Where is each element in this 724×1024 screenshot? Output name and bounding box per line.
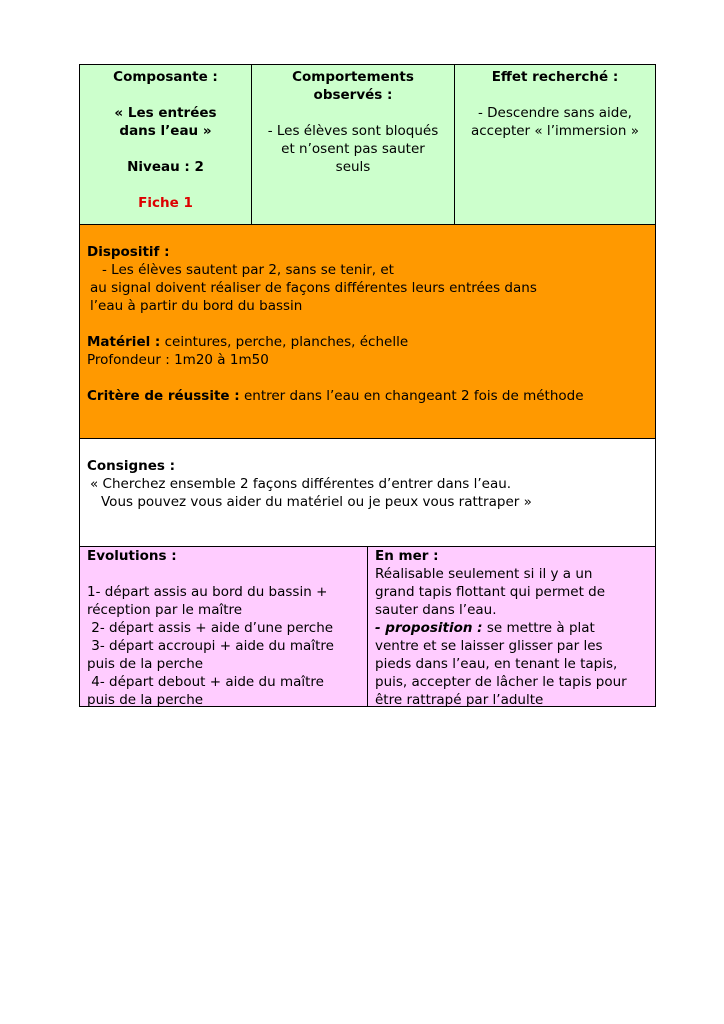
comportements-heading-line1: Comportements [292, 69, 414, 85]
materiel-label: Matériel : [87, 334, 161, 350]
evolution-item-4-line2: puis de la perche [87, 692, 204, 708]
critere-value: entrer dans l’eau en changeant 2 fois de méthode [239, 388, 584, 404]
comportements-text-line1: - Les élèves sont bloqués [267, 123, 439, 139]
evolution-item-1-line2: réception par le maître [87, 602, 243, 618]
en-mer-label: En mer : [375, 548, 439, 564]
en-mer-line1: Réalisable seulement si il y a un [375, 566, 593, 582]
evolutions-row [79, 547, 656, 707]
en-mer-line4-rest: se mettre à plat [482, 620, 595, 636]
en-mer-line2: grand tapis flottant qui permet de [375, 584, 606, 600]
en-mer-line7: puis, accepter de lâcher le tapis pour [375, 674, 627, 690]
evolution-item-3-line1: 3- départ accroupi + aide du maître [87, 638, 334, 654]
proposition-label: - proposition : [375, 620, 483, 636]
consignes-section [79, 439, 656, 547]
en-mer-line4 [375, 619, 649, 637]
sheet-label: Fiche 1 [138, 195, 193, 211]
composante-heading: Composante : [113, 69, 218, 85]
comportements-heading-line2: observés : [313, 87, 393, 103]
dispositif-section [79, 225, 656, 439]
effet-text-line1: - Descendre sans aide, [478, 105, 632, 121]
evolution-item-2: 2- départ assis + aide d’une perche [87, 620, 334, 636]
profondeur-line: Profondeur : 1m20 à 1m50 [87, 352, 269, 368]
composante-title-line1: « Les entrées [114, 105, 217, 121]
critere-label: Critère de réussite : [87, 388, 240, 404]
materiel-value: ceintures, perche, planches, échelle [160, 334, 409, 350]
evolutions-label: Evolutions : [87, 548, 177, 564]
effet-heading: Effet recherché : [491, 69, 619, 85]
header-row [79, 64, 656, 225]
dispositif-line1: - Les élèves sautent par 2, sans se tenir, et [102, 262, 394, 278]
critere-line [87, 387, 649, 405]
evolution-item-4-line1: 4- départ debout + aide du maître [87, 674, 324, 690]
evolution-item-3-line2: puis de la perche [87, 656, 204, 672]
evolution-item-1-line1: 1- départ assis au bord du bassin + [87, 584, 328, 600]
evolutions-cell [80, 547, 368, 706]
en-mer-cell [368, 547, 655, 706]
worksheet-table [79, 64, 656, 707]
composante-title-line2: dans l’eau » [119, 123, 212, 139]
effet-cell [455, 65, 655, 224]
comportements-cell [252, 65, 455, 224]
dispositif-label: Dispositif : [87, 244, 170, 260]
dispositif-line3: l’eau à partir du bord du bassin [90, 298, 303, 314]
consignes-label: Consignes : [87, 458, 176, 474]
composante-cell [80, 65, 252, 224]
effet-text-line2: accepter « l’immersion » [470, 123, 640, 139]
dispositif-line2: au signal doivent réaliser de façons différentes leurs entrées dans [90, 280, 537, 296]
en-mer-line8: être rattrapé par l’adulte [375, 692, 544, 708]
level-label: Niveau : 2 [127, 159, 204, 175]
consignes-line2: Vous pouvez vous aider du matériel ou je peux vous rattraper » [101, 494, 532, 510]
consignes-line1: « Cherchez ensemble 2 façons différentes d’entrer dans l’eau. [90, 476, 512, 492]
comportements-text-line2: et n’osent pas sauter [281, 141, 425, 157]
comportements-text-line3: seuls [335, 159, 371, 175]
en-mer-line6: pieds dans l’eau, en tenant le tapis, [375, 656, 618, 672]
materiel-line [87, 333, 649, 351]
en-mer-line5: ventre et se laisser glisser par les [375, 638, 603, 654]
en-mer-line3: sauter dans l’eau. [375, 602, 497, 618]
